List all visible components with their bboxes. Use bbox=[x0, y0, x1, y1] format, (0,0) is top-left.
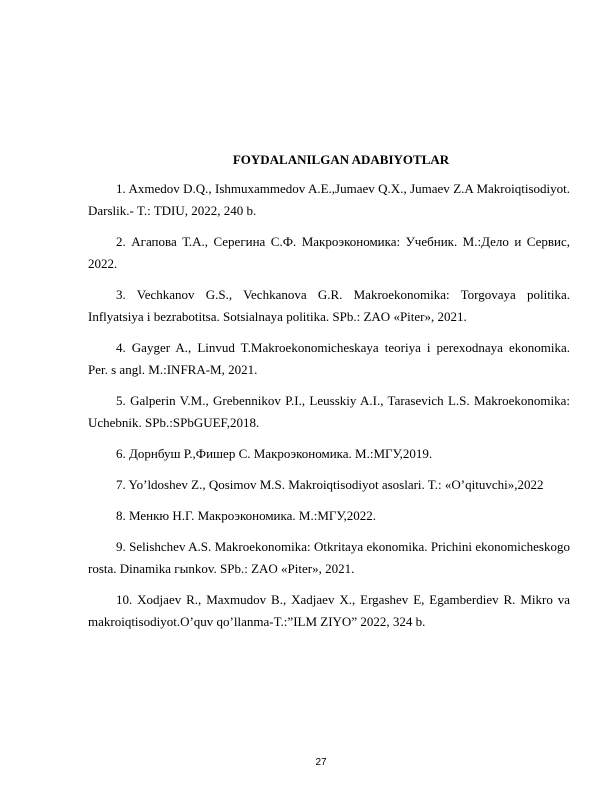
reference-number: 5. bbox=[116, 393, 126, 408]
reference-number: 9. bbox=[116, 539, 126, 554]
page-number: 27 bbox=[315, 757, 327, 768]
reference-text: Дорнбуш Р.,Фишер С. Макроэкономика. М.:МГУ,2019. bbox=[129, 446, 433, 461]
reference-item bbox=[88, 390, 570, 434]
page-title: FOYDALANILGAN ADABIYOTLAR bbox=[232, 152, 450, 167]
reference-number: 10. bbox=[116, 592, 133, 607]
reference-item bbox=[88, 505, 570, 527]
reference-number: 1. bbox=[116, 181, 126, 196]
reference-number: 3. bbox=[116, 287, 126, 302]
reference-number: 4. bbox=[116, 340, 126, 355]
reference-number: 2. bbox=[116, 234, 126, 249]
reference-text: Galperin V.M., Grebennikov P.I., Leusskiy A.I., Tarasevich L.S. Makroekonomika: Uchebnik. SPb.:SPbGUEF,2018. bbox=[88, 393, 571, 430]
reference-number: 6. bbox=[116, 446, 126, 461]
reference-item bbox=[88, 589, 570, 633]
reference-item bbox=[88, 536, 570, 580]
reference-text: Агапова Т.А., Серегина С.Ф. Макроэкономика: Учебник. М.:Дело и Сервис, 2022. bbox=[88, 234, 570, 271]
reference-item bbox=[88, 337, 570, 381]
reference-item bbox=[88, 474, 570, 496]
reference-item bbox=[88, 284, 570, 328]
reference-number: 7. bbox=[116, 477, 126, 492]
reference-item bbox=[88, 178, 570, 222]
reference-text: Xodjaev R., Maxmudov B., Xadjaev X., Ergashev E, Egamberdiev R. Mikro va makroiqtisodiyot.O’quv qo’llanma-T.:”ILM ZIYO” 2022, 324 b. bbox=[88, 592, 571, 629]
reference-text: Selishchev A.S. Makroekonomika: Otkritaya ekonomika. Prichini ekonomicheskogo rosta. Dinamika гыnkov. SPb.: ZAO «Piter», 2021. bbox=[88, 539, 570, 576]
reference-text: Yo’ldoshev Z., Qosimov M.S. Makroiqtisodiyot asoslari. T.: «O’qituvchi»,2022 bbox=[128, 477, 544, 492]
reference-text: Vechkanov G.S., Vechkanova G.R. Makroekonomika: Torgovaya politika. Inflyatsiya i bezrabotitsa. Sotsialnaya politika. SPb.: ZAO «Piter», 2021. bbox=[88, 287, 570, 324]
reference-text: Менкю Н.Г. Макроэкономика. М.:МГУ,2022. bbox=[129, 508, 376, 523]
reference-text: Axmedov D.Q., Ishmuxammedov A.E.,Jumaev Q.X., Jumaev Z.A Makroiqtisodiyot. Darslik.- T.: TDIU, 2022, 240 b. bbox=[88, 181, 570, 218]
reference-item bbox=[88, 231, 570, 275]
reference-list bbox=[88, 178, 570, 642]
reference-item bbox=[88, 443, 570, 465]
reference-number: 8. bbox=[116, 508, 126, 523]
reference-text: Gayger A., Linvud T.Makroekonomicheskaya teoriya i perexodnaya ekonomika. Per. s angl. M.:INFRA-M, 2021. bbox=[88, 340, 571, 377]
